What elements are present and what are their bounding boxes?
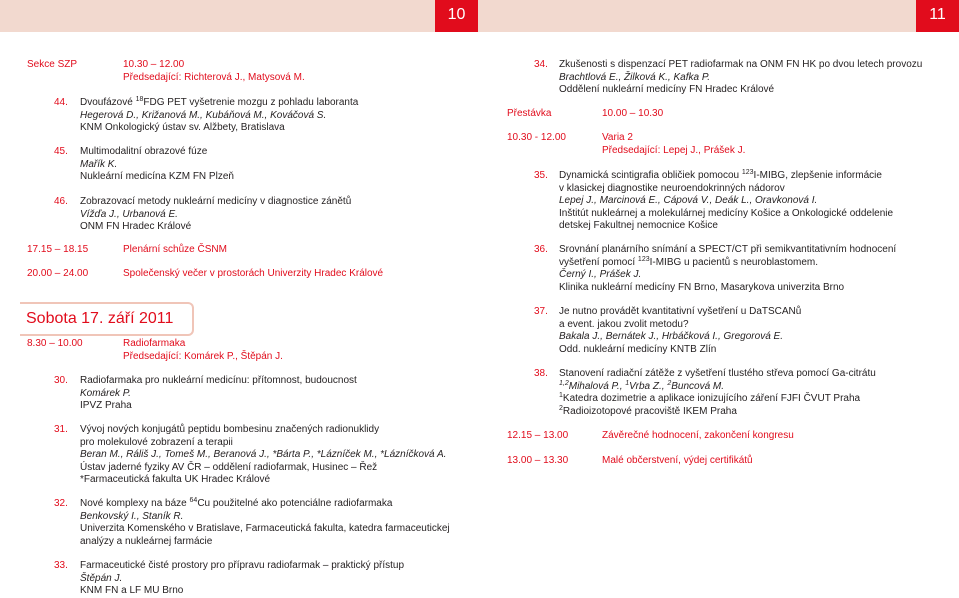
talk-33-affiliation: KNM FN a LF MU Brno bbox=[80, 585, 184, 597]
talk-30-title: Radiofarmaka pro nukleární medicínu: přítomnost, budoucnost bbox=[80, 375, 357, 386]
talk-37 bbox=[559, 306, 801, 356]
talk-45-number: 45. bbox=[54, 146, 68, 157]
talk-36-number: 36. bbox=[534, 244, 548, 255]
talk-35-affiliation-2: detskej Fakultnej nemocnice Košice bbox=[559, 220, 718, 232]
talk-38-title: Stanovení radiační zátěže z vyšetření tlustého střeva pomocí Ga-citrátu bbox=[559, 368, 876, 379]
talk-34-affiliation: Oddělení nukleární medicíny FN Hradec Králové bbox=[559, 84, 775, 96]
radiofarmaka-time: 8.30 – 10.00 bbox=[27, 338, 83, 349]
talk-34-title: Zkušenosti s dispenzací PET radiofarmak na ONM FN HK po dvou letech provozu bbox=[559, 59, 923, 70]
plenary-label: Plenární schůze ČSNM bbox=[123, 244, 227, 255]
talk-37-authors: Bakala J., Bernátek J., Hrbáčková I., Gregorová E. bbox=[559, 331, 783, 343]
session-chairs: Předsedající: Richterová J., Matysová M. bbox=[123, 71, 305, 83]
talk-46-number: 46. bbox=[54, 196, 68, 207]
header-bar bbox=[0, 0, 959, 32]
talk-35-affiliation-1: Inštitút nukleárnej a molekulárnej medicíny Košice a Onkologické oddelenie bbox=[559, 207, 894, 219]
talk-32-title: Nové komplexy na báze $^{64}$Cu použitelné ako potenciálne radiofarmaka bbox=[80, 497, 393, 509]
break-label: Přestávka bbox=[507, 108, 552, 119]
talk-32 bbox=[80, 498, 450, 548]
refreshment-time: 13.00 – 13.30 bbox=[507, 455, 569, 466]
talk-32-affiliation-2: analýzy a nukleárnej farmácie bbox=[80, 535, 213, 547]
session-label: Sekce SZP bbox=[27, 59, 78, 70]
evening-label: Společenský večer v prostorách Univerzity Hradec Králové bbox=[123, 268, 384, 279]
talk-35-title-2: v klasickej diagnostike neuroendokrinných nádorov bbox=[559, 182, 785, 194]
talk-31-affiliation-1: Ústav jaderné fyziky AV ČR – oddělení radiofarmak, Husinec – Řež bbox=[80, 461, 378, 473]
talk-32-affiliation-1: Univerzita Komenského v Bratislave, Farmaceutická fakulta, katedra farmaceutickej bbox=[80, 523, 450, 535]
talk-33-title: Farmaceutické čisté prostory pro přípravu radiofarmak – praktický přístup bbox=[80, 560, 405, 571]
closing-time: 12.15 – 13.00 bbox=[507, 430, 569, 441]
talk-46 bbox=[80, 196, 351, 234]
talk-32-authors: Benkovský I., Staník R. bbox=[80, 510, 184, 522]
talk-33-number: 33. bbox=[54, 560, 68, 571]
talk-44 bbox=[80, 97, 358, 135]
talk-38 bbox=[559, 368, 876, 418]
talk-31 bbox=[80, 424, 446, 487]
talk-45 bbox=[80, 146, 234, 184]
talk-46-authors: Vížďa J., Urbanová E. bbox=[80, 208, 178, 220]
talk-46-affiliation: ONM FN Hradec Králové bbox=[80, 221, 192, 233]
page-number-left: 10 bbox=[435, 0, 478, 32]
talk-32-number: 32. bbox=[54, 498, 68, 509]
talk-36 bbox=[559, 244, 896, 294]
talk-45-title: Multimodalitní obrazové fúze bbox=[80, 146, 208, 157]
talk-46-title: Zobrazovací metody nukleární medicíny v diagnostice zánětů bbox=[80, 196, 352, 207]
varia-time: 10.30 - 12.00 bbox=[507, 132, 566, 143]
talk-34-number: 34. bbox=[534, 59, 548, 70]
varia-chairs: Předsedající: Lepej J., Prášek J. bbox=[602, 144, 746, 156]
talk-36-authors: Černý I., Prášek J. bbox=[559, 269, 642, 281]
talk-44-authors: Hegerová D., Križanová M., Kubáňová M., Kováčová S. bbox=[80, 109, 327, 121]
talk-30-authors: Komárek P. bbox=[80, 387, 131, 399]
radiofarmaka-label: Radiofarmaka bbox=[123, 338, 186, 349]
talk-31-title-2: pro molekulové zobrazení a terapii bbox=[80, 436, 233, 448]
talk-34 bbox=[559, 59, 922, 97]
varia-block bbox=[602, 132, 745, 157]
session-block bbox=[123, 59, 305, 84]
refreshment-label: Malé občerstvení, výdej certifikátů bbox=[602, 455, 753, 466]
talk-37-number: 37. bbox=[534, 306, 548, 317]
talk-45-affiliation: Nukleární medicína KZM FN Plzeň bbox=[80, 171, 234, 183]
talk-45-authors: Mařík K. bbox=[80, 158, 118, 170]
talk-37-affiliation: Odd. nukleární medicíny KNTB Zlín bbox=[559, 343, 717, 355]
talk-35-title-1: Dynamická scintigrafia obličiek pomocou $^{123}$I-MIBG, zlepšenie informácie bbox=[559, 169, 882, 181]
talk-35-number: 35. bbox=[534, 170, 548, 181]
talk-35 bbox=[559, 170, 893, 233]
evening-time: 20.00 – 24.00 bbox=[27, 268, 89, 279]
talk-30-number: 30. bbox=[54, 375, 68, 386]
talk-33-authors: Štěpán J. bbox=[80, 572, 123, 584]
closing-label: Závěrečné hodnocení, zakončení kongresu bbox=[602, 430, 794, 441]
plenary-time: 17.15 – 18.15 bbox=[27, 244, 89, 255]
talk-30 bbox=[80, 375, 357, 413]
talk-31-affiliation-2: *Farmaceutická fakulta UK Hradec Králové bbox=[80, 474, 271, 486]
talk-38-affiliation-1: $^1$Katedra dozimetrie a aplikace ionizujícího záření FJFI ČVUT Praha bbox=[559, 392, 861, 405]
session-time: 10.30 – 12.00 bbox=[123, 59, 185, 70]
radiofarmaka-block bbox=[123, 338, 283, 363]
talk-38-authors: $^{1,2}$Mihalová P., $^1$Vrba Z., $^2$Buncová M. bbox=[559, 379, 725, 392]
talk-36-affiliation: Klinika nukleární medicíny FN Brno, Masarykova univerzita Brno bbox=[559, 281, 845, 293]
talk-44-number: 44. bbox=[54, 97, 68, 108]
talk-44-affiliation: KNM Onkologický ústav sv. Alžbety, Bratislava bbox=[80, 122, 285, 134]
talk-31-number: 31. bbox=[54, 424, 68, 435]
talk-37-title-1: Je nutno provádět kvantitativní vyšetření u DaTSCANů bbox=[559, 306, 802, 317]
talk-44-title: Dvoufázové $^{18}$FDG PET vyšetrenie mozgu z pohladu laboranta bbox=[80, 96, 359, 108]
radiofarmaka-chairs: Předsedající: Komárek P., Štěpán J. bbox=[123, 350, 283, 362]
talk-36-title-2: vyšetření pomocí $^{123}$I-MIBG u pacientů s neuroblastomem. bbox=[559, 255, 819, 268]
talk-38-number: 38. bbox=[534, 368, 548, 379]
talk-31-title-1: Vývoj nových konjugátů peptidu bombesinu značených radionuklidy bbox=[80, 424, 380, 435]
day-heading: Sobota 17. září 2011 bbox=[20, 302, 194, 336]
varia-label: Varia 2 bbox=[602, 132, 633, 143]
break-time: 10.00 – 10.30 bbox=[602, 108, 664, 119]
talk-37-title-2: a event. jakou zvolit metodu? bbox=[559, 318, 689, 330]
talk-34-authors: Brachtlová E., Žilková K., Kafka P. bbox=[559, 71, 710, 83]
talk-33 bbox=[80, 560, 404, 598]
talk-36-title-1: Srovnání planárního snímání a SPECT/CT při semikvantitativním hodnocení bbox=[559, 244, 897, 255]
page-number-right: 11 bbox=[916, 0, 959, 32]
talk-31-authors: Beran M., Ráliš J., Tomeš M., Beranová J., *Bárta P., *Lázníček M., *Lázníčková A. bbox=[80, 449, 447, 461]
talk-30-affiliation: IPVZ Praha bbox=[80, 400, 132, 412]
talk-35-authors: Lepej J., Marcinová E., Cápová V., Deák L., Oravkonová I. bbox=[559, 195, 818, 207]
talk-38-affiliation-2: $^2$Radioizotopové pracoviště IKEM Praha bbox=[559, 404, 737, 417]
